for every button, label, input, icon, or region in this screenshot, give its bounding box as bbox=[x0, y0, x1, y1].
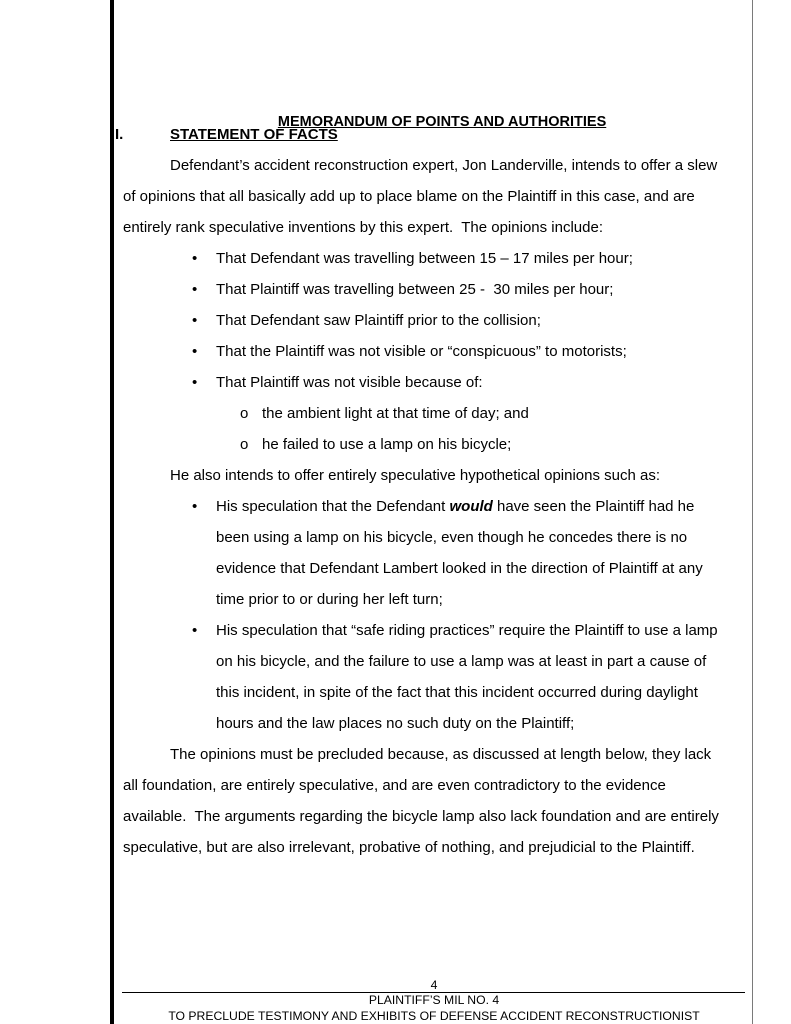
opinion-item: That the Plaintiff was not visible or “conspicuous” to motorists; bbox=[216, 343, 627, 360]
sub-bullet-marker: o bbox=[240, 405, 249, 422]
opinion-item: That Defendant was travelling between 15 – 17 miles per hour; bbox=[216, 250, 633, 267]
right-margin-rule bbox=[752, 0, 753, 1024]
section-heading: STATEMENT OF FACTS bbox=[170, 126, 338, 143]
visibility-reason-item: the ambient light at that time of day; and bbox=[262, 405, 529, 422]
conclusion-paragraph-line: available. The arguments regarding the bicycle lamp also lack foundation and are entirely bbox=[123, 808, 719, 825]
hypothetical-item-line bbox=[216, 498, 694, 516]
sub-bullet-marker: o bbox=[240, 436, 249, 453]
opinion-item: That Defendant saw Plaintiff prior to the collision; bbox=[216, 312, 541, 329]
conclusion-paragraph-line: all foundation, are entirely speculative, and are even contradictory to the evidence bbox=[123, 777, 666, 794]
intro-paragraph-line: entirely rank speculative inventions by this expert. The opinions include: bbox=[123, 219, 603, 236]
page-number: 4 bbox=[430, 978, 438, 992]
footer-caption-line: TO PRECLUDE TESTIMONY AND EXHIBITS OF DEFENSE ACCIDENT RECONSTRUCTIONIST bbox=[168, 1009, 700, 1023]
bullet-marker: • bbox=[192, 622, 198, 639]
intro-paragraph-line: of opinions that all basically add up to place blame on the Plaintiff in this case, and are bbox=[123, 188, 695, 205]
section-number: I. bbox=[115, 126, 124, 143]
conclusion-paragraph-line: The opinions must be precluded because, as discussed at length below, they lack bbox=[170, 746, 712, 763]
hypothetical-item-line: this incident, in spite of the fact that this incident occurred during daylight bbox=[216, 684, 698, 701]
footer-caption-line: PLAINTIFF’S MIL NO. 4 bbox=[368, 993, 500, 1007]
bullet-marker: • bbox=[192, 498, 198, 515]
bullet-marker: • bbox=[192, 250, 198, 267]
left-margin-rule bbox=[110, 0, 114, 1024]
hypothetical-intro: He also intends to offer entirely speculative hypothetical opinions such as: bbox=[170, 467, 661, 484]
bullet-marker: • bbox=[192, 281, 198, 298]
conclusion-paragraph-line: speculative, but are also irrelevant, probative of nothing, and prejudicial to the Plaintiff. bbox=[123, 839, 695, 856]
intro-paragraph-line: Defendant’s accident reconstruction expert, Jon Landerville, intends to offer a slew bbox=[170, 157, 718, 174]
bullet-marker: • bbox=[192, 343, 198, 360]
emphasized-word: would bbox=[449, 498, 493, 515]
hypothetical-text: His speculation that the Defendant bbox=[216, 498, 450, 515]
visibility-reason-item: he failed to use a lamp on his bicycle; bbox=[262, 436, 512, 453]
hypothetical-item-line: His speculation that “safe riding practices” require the Plaintiff to use a lamp bbox=[216, 622, 718, 639]
hypothetical-item-line: hours and the law places no such duty on the Plaintiff; bbox=[216, 715, 575, 732]
opinion-item: That Plaintiff was travelling between 25 - 30 miles per hour; bbox=[216, 281, 614, 298]
hypothetical-item-line: been using a lamp on his bicycle, even though he concedes there is no bbox=[216, 529, 688, 546]
opinion-item: That Plaintiff was not visible because of: bbox=[216, 374, 483, 391]
bullet-marker: • bbox=[192, 374, 198, 391]
bullet-marker: • bbox=[192, 312, 198, 329]
hypothetical-item-line: evidence that Defendant Lambert looked in the direction of Plaintiff at any bbox=[216, 560, 703, 577]
hypothetical-item-line: time prior to or during her left turn; bbox=[216, 591, 443, 608]
hypothetical-text: have seen the Plaintiff had he bbox=[492, 498, 695, 515]
hypothetical-item-line: on his bicycle, and the failure to use a lamp was at least in part a cause of bbox=[216, 653, 707, 670]
memorandum-title-text: MEMORANDUM OF POINTS AND AUTHORITIES bbox=[277, 114, 607, 130]
